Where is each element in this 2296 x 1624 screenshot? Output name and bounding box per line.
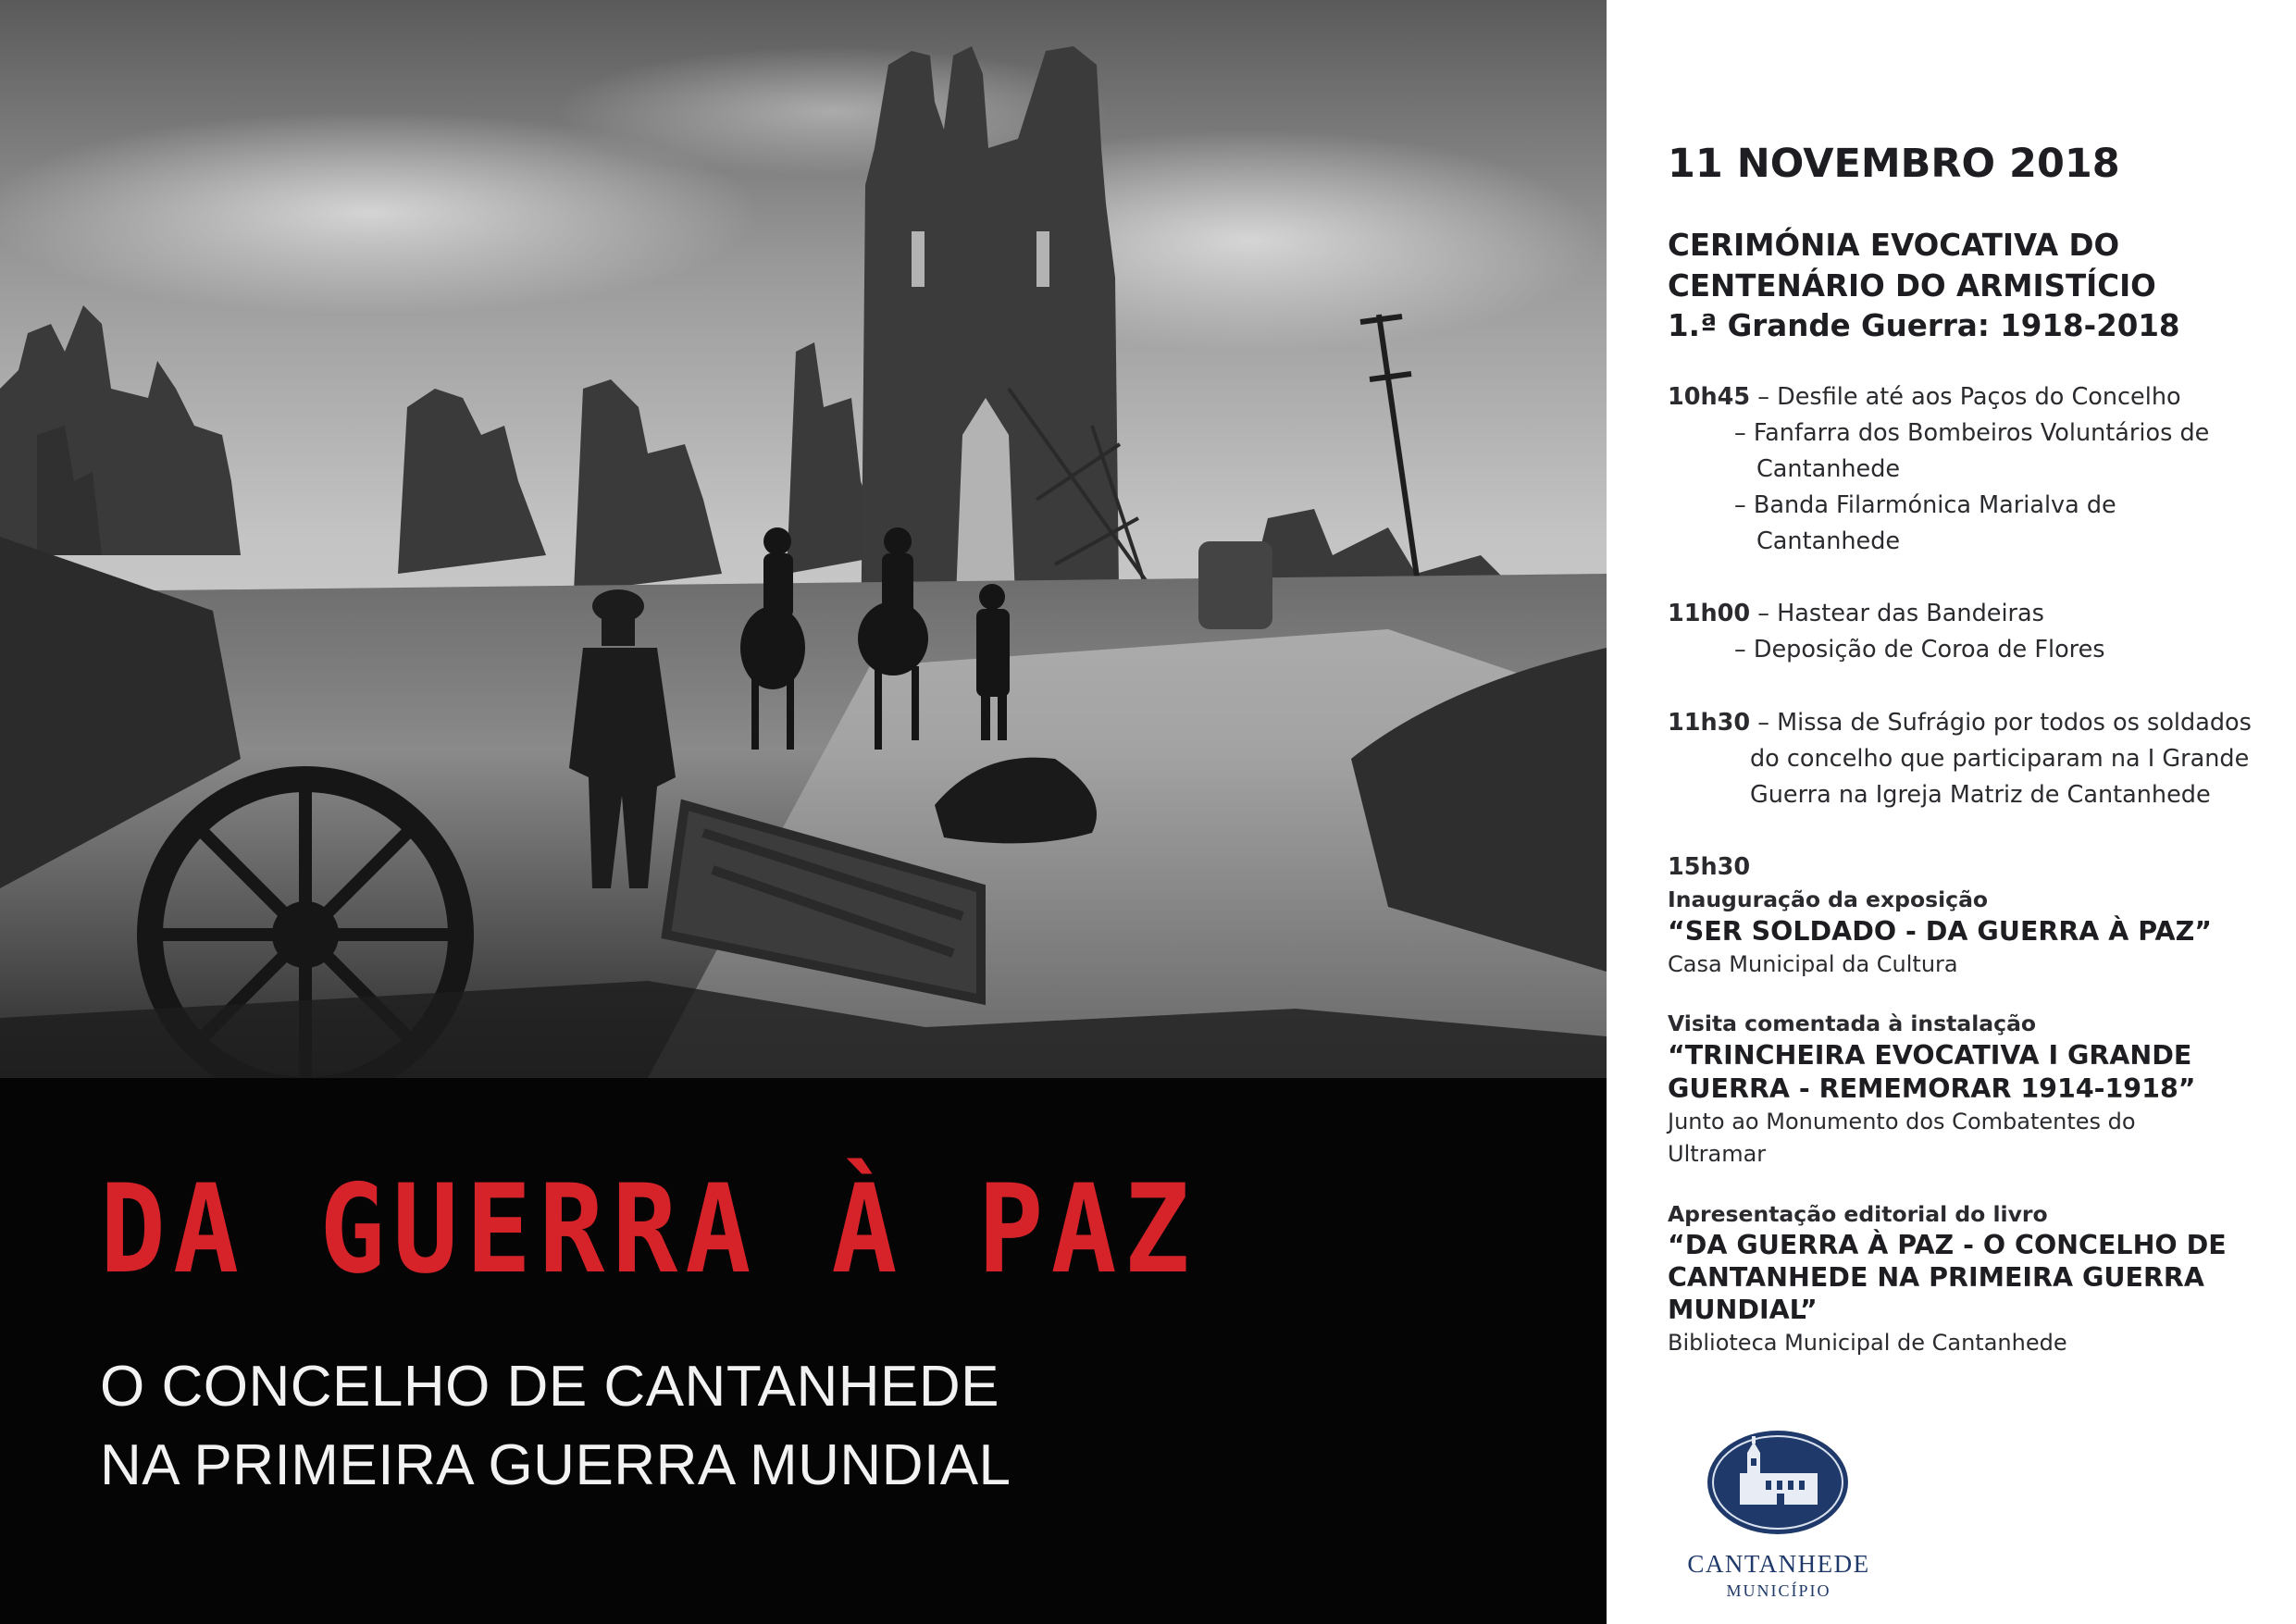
schedule-line: Cantanhede [1756,527,1901,555]
poster-subtitle-line-2: NA PRIMEIRA GUERRA MUNDIAL [100,1433,1011,1497]
installation-title-line-2: GUERRA - REMEMORAR 1914-1918” [1668,1073,2196,1104]
exhibition-title: “SER SOLDADO - DA GUERRA À PAZ” [1668,916,2212,947]
book-title-line-3: MUNDIAL” [1668,1295,1818,1325]
schedule-panel [1607,0,2296,1624]
schedule-line: – Deposição de Coroa de Flores [1734,636,2105,663]
logo-name: CANTANHEDE [1687,1550,1870,1578]
event-date: 11 NOVEMBRO 2018 [1668,141,2120,187]
war-ruins-photo [0,0,1607,1078]
heading-line-3: 1.ª Grande Guerra: 1918-2018 [1668,308,2180,343]
heading-line-2: CENTENÁRIO DO ARMISTÍCIO [1668,268,2156,304]
book-title-line-2: CANTANHEDE NA PRIMEIRA GUERRA [1668,1262,2204,1293]
exhibition-place: Casa Municipal da Cultura [1668,951,1958,977]
logo-subtitle: MUNICÍPIO [1726,1581,1831,1600]
poster-title: DA GUERRA À PAZ [100,1157,1198,1301]
schedule-item-1130 [1668,709,2252,738]
time-label: 11h30 [1668,709,1751,737]
schedule-line: – Banda Filarmónica Marialva de [1734,491,2116,519]
poster-subtitle-line-1: O CONCELHO DE CANTANHEDE [100,1355,999,1419]
schedule-line: do concelho que participaram na I Grande [1750,745,2250,773]
schedule-line: – Missa de Sufrágio por todos os soldados [1757,709,2252,737]
heading-line-1: CERIMÓNIA EVOCATIVA DO [1668,228,2120,263]
schedule-item-1045 [1668,383,2181,412]
schedule-line: – Desfile até aos Paços do Concelho [1757,383,2181,411]
installation-place-line-2: Ultramar [1668,1141,1767,1167]
installation-intro: Visita comentada à instalação [1668,1010,2037,1036]
schedule-line: Cantanhede [1756,455,1901,483]
time-label: 11h00 [1668,600,1751,627]
installation-place-line-1: Junto ao Monumento dos Combatentes do [1668,1109,2136,1134]
schedule-line: – Hastear das Bandeiras [1757,600,2044,627]
time-label-1530: 15h30 [1668,853,1751,881]
schedule-line: Guerra na Igreja Matriz de Cantanhede [1750,781,2211,809]
book-title-line-1: “DA GUERRA À PAZ - O CONCELHO DE [1668,1230,2227,1260]
book-place: Biblioteca Municipal de Cantanhede [1668,1330,2067,1356]
schedule-item-1100 [1668,600,2044,628]
book-intro: Apresentação editorial do livro [1668,1201,2048,1227]
installation-title-line-1: “TRINCHEIRA EVOCATIVA I GRANDE [1668,1040,2192,1071]
schedule-line: – Fanfarra dos Bombeiros Voluntários de [1734,419,2210,447]
exhibition-intro: Inauguração da exposição [1668,886,1989,912]
time-label: 10h45 [1668,383,1751,411]
